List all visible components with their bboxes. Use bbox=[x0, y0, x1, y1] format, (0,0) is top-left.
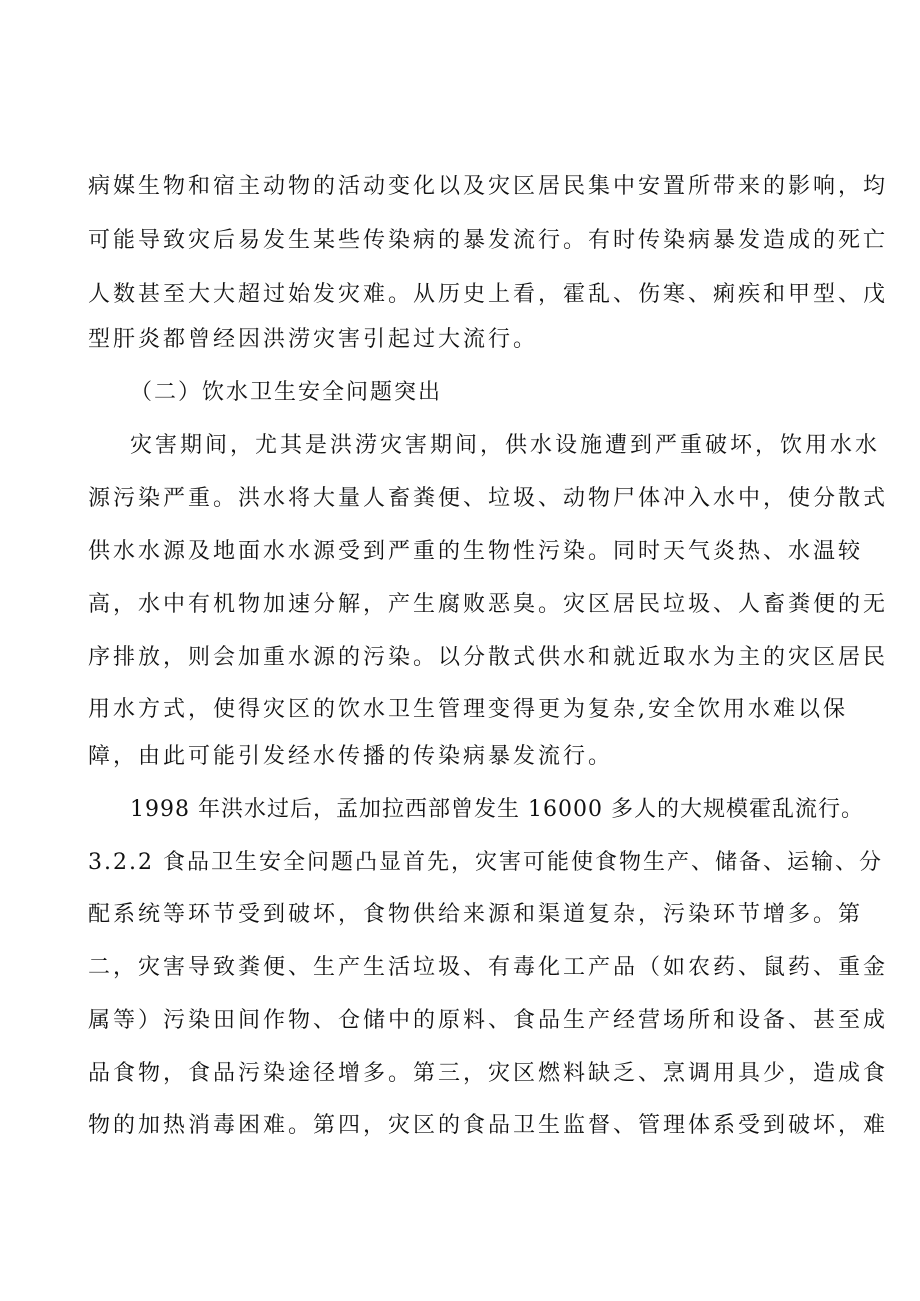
body-text-line: 型肝炎都曾经因洪涝灾害引起过大流行。 bbox=[88, 327, 539, 352]
body-text-line: 障，由此可能引发经水传播的传染病暴发流行。 bbox=[88, 744, 614, 769]
body-text-line: 物的加热消毒困难。第四，灾区的食品卫生监督、管理体系受到破坏，难 bbox=[88, 1113, 889, 1138]
body-text-line: 病媒生物和宿主动物的活动变化以及灾区居民集中安置所带来的影响，均 bbox=[88, 174, 889, 199]
body-text-line: 配系统等环节受到破坏，食物供给来源和渠道复杂，污染环节增多。第 bbox=[88, 902, 864, 927]
body-text-line: 源污染严重。洪水将大量人畜粪便、垃圾、动物尸体冲入水中，使分散式 bbox=[88, 486, 889, 511]
body-text-line: 灾害期间，尤其是洪涝灾害期间，供水设施遭到严重破坏，饮用水水 bbox=[130, 433, 881, 458]
section-heading: （二）饮水卫生安全问题突出 bbox=[130, 380, 443, 405]
body-text-line: 人数甚至大大超过始发灾难。从历史上看，霍乱、伤寒、痢疾和甲型、戊 bbox=[88, 282, 889, 307]
body-text-line: 品食物，食品污染途径增多。第三，灾区燃料缺乏、烹调用具少，造成食 bbox=[88, 1061, 889, 1086]
body-text-line: 供水水源及地面水水源受到严重的生物性污染。同时天气炎热、水温较 bbox=[88, 539, 864, 564]
subsection-text-line: 3.2.2 食品卫生安全问题凸显首先，灾害可能使食物生产、储备、运输、分 bbox=[88, 850, 883, 875]
body-text-line: 可能导致灾后易发生某些传染病的暴发流行。有时传染病暴发造成的死亡 bbox=[88, 228, 889, 253]
body-text-line: 二，灾害导致粪便、生产生活垃圾、有毒化工产品（如农药、鼠药、重金 bbox=[88, 955, 889, 980]
body-text-line: 属等）污染田间作物、仓储中的原料、食品生产经营场所和设备、甚至成 bbox=[88, 1008, 889, 1033]
body-text-line: 用水方式，使得灾区的饮水卫生管理变得更为复杂,安全饮用水难以保 bbox=[88, 697, 848, 722]
body-text-line: 1998 年洪水过后，孟加拉西部曾发生 16000 多人的大规模霍乱流行。 bbox=[130, 797, 864, 822]
body-text-line: 高，水中有机物加速分解，产生腐败恶臭。灾区居民垃圾、人畜粪便的无 bbox=[88, 592, 889, 617]
body-text-line: 序排放，则会加重水源的污染。以分散式供水和就近取水为主的灾区居民 bbox=[88, 645, 889, 670]
